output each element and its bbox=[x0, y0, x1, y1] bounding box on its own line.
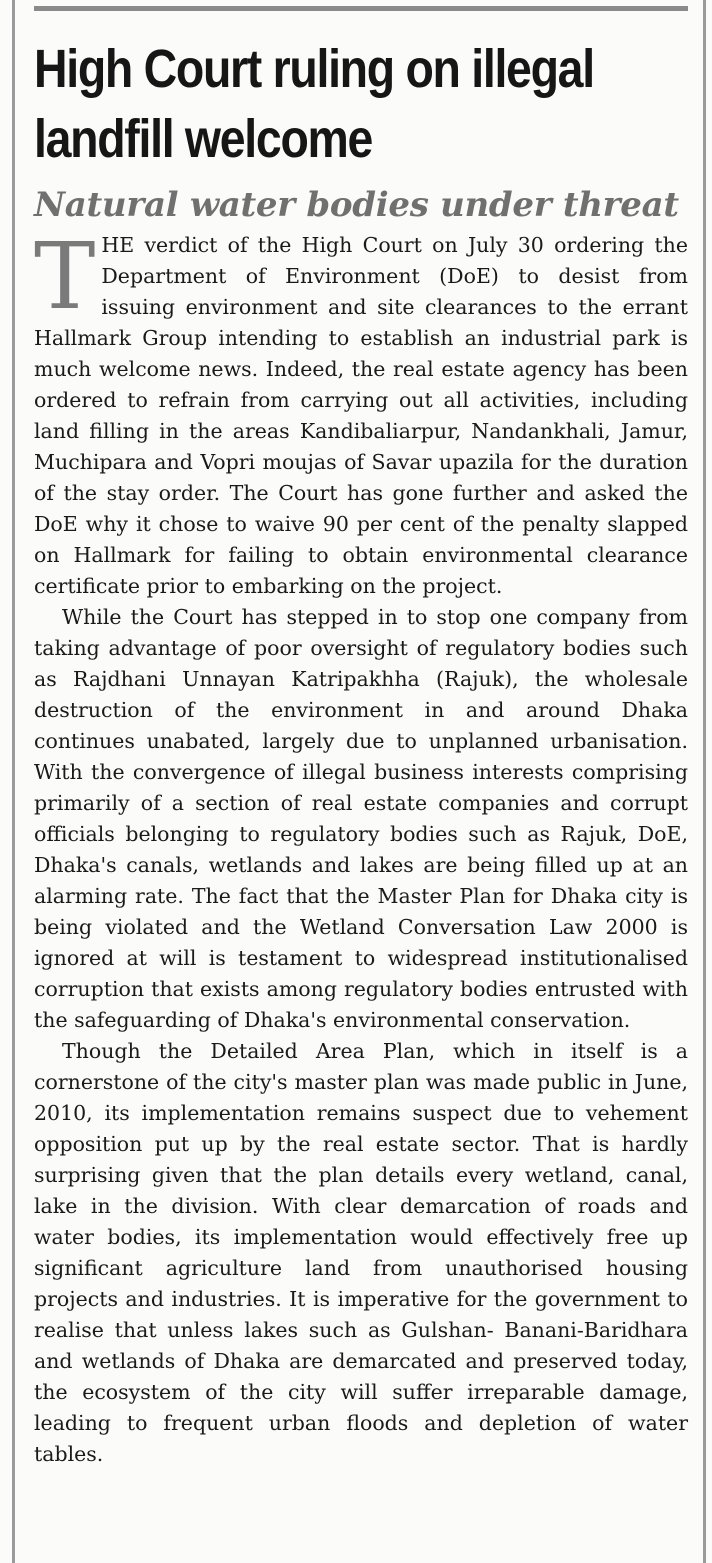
paragraph-2: While the Court has stepped in to stop one company from taking advantage of poor oversight of regulatory bodies such as Rajdhani Unnayan Katripakhha (Rajuk), the wholesale destruction of the environment in and around Dhaka continues unabated, largely due to unplanned urbanisation. With the convergence of illegal business interests comprising primarily of a section of real estate companies and corrupt officials belonging to regulatory bodies such as Rajuk, DoE, Dhaka's canals, wetlands and lakes are being filled up at an alarming rate. The fact that the Master Plan for Dhaka city is being violated and the Wetland Conversation Law 2000 is ignored at will is testament to widespread institutionalised corruption that exists among regulatory bodies entrusted with the safeguarding of Dhaka's environmental conservation. bbox=[34, 605, 688, 1032]
subheadline: Natural water bodies under threat bbox=[34, 185, 679, 225]
top-rule bbox=[34, 6, 688, 11]
headline: High Court ruling on illegal landfill welcome bbox=[34, 39, 594, 169]
paragraph-3: Though the Detailed Area Plan, which in itself is a cornerstone of the city's master plan was made public in June, 2010, its implementation remains suspect due to vehement opposition put up by the real estate sector. That is hardly surprising given that the plan details every wetland, canal, lake in the division. With clear demarcation of roads and water bodies, its implementation would effectively free up significant agriculture land from unauthorised housing projects and industries. It is imperative for the government to realise that unless lakes such as Gulshan- Banani-Baridhara and wetlands of Dhaka are demarcated and preserved today, the ecosystem of the city will suffer irreparable damage, leading to frequent urban floods and depletion of water tables. bbox=[34, 1039, 688, 1466]
drop-cap: T bbox=[34, 223, 96, 330]
paragraph-1-text: HE verdict of the High Court on July 30 ordering the Department of Environment (DoE) to desist from issuing environment and site clearances to the errant Hallmark Group intending to establish an industrial park is much welcome news. Indeed, the real estate agency has been ordered to refrain from carrying out all activities, including land filling in the areas Kandibaliarpur, Nandankhali, Jamur, Muchipara and Vopri moujas of Savar upazila for the duration of the stay order. The Court has gone further and asked the DoE why it chose to waive 90 per cent of the penalty slapped on Hallmark for failing to obtain environmental clearance certificate prior to embarking on the project. bbox=[34, 233, 688, 598]
editorial-article bbox=[34, 34, 688, 1470]
right-column-rule bbox=[703, 0, 706, 1563]
paragraph-1 bbox=[34, 223, 688, 602]
left-column-rule bbox=[12, 0, 15, 1563]
article-body bbox=[34, 223, 688, 1470]
